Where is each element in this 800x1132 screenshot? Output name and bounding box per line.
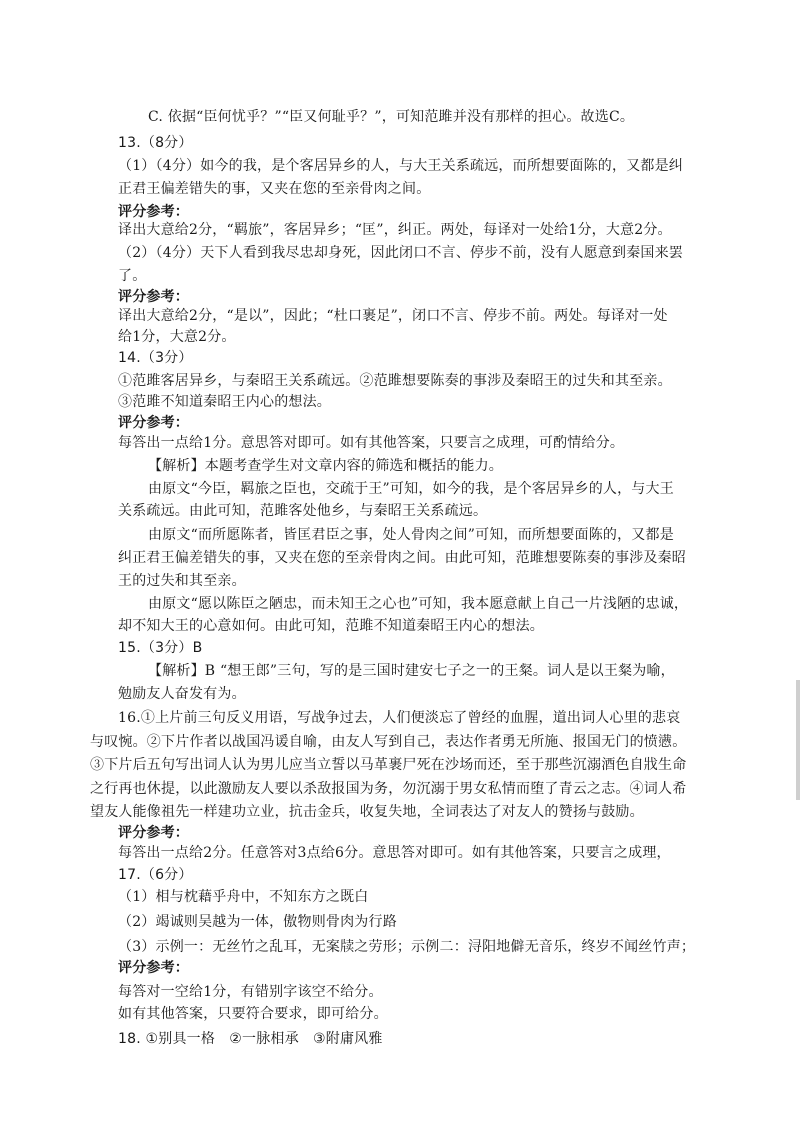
q14-analysis-p1-line1: 由原文“今臣，羁旅之臣也，交疏于王”可知，如今的我，是个客居异乡的人，与大王 — [148, 481, 674, 497]
q13-2-answer-line2: 了。 — [118, 268, 147, 284]
q12-option-c: C. 依据“臣何忧乎？”“臣又何耻乎？”，可知范雎并没有那样的担心。故选C。 — [148, 109, 635, 125]
q17-answer-1: （1）相与枕藉乎舟中，不知东方之既白 — [118, 889, 369, 905]
q17-scoring-text-line1: 每答对一空给1分，有错别字该空不给分。 — [118, 984, 383, 1000]
q14-answer-line2: ③范雎不知道秦昭王内心的想法。 — [118, 394, 331, 410]
q18-answer: 18. ①别具一格 ②一脉相承 ③附庸风雅 — [118, 1031, 383, 1047]
q14-analysis-p3-line2: 却不知大王的心意如何。由此可知，范雎不知道秦昭王内心的想法。 — [118, 618, 544, 634]
q13-heading: 13.（8分） — [118, 135, 193, 151]
q14-analysis-p3-line1: 由原文“愿以陈臣之陋忠，而未知王之心也”可知，我本愿意献上自己一片浅陋的忠诚， — [148, 596, 689, 612]
q13-2-scoring-text-line2: 给1分，大意2分。 — [118, 329, 236, 345]
q16-answer-line5: 望友人能像祖先一样建功立业，抗击金兵，收复失地，全词表达了对友人的赞扬与鼓励。 — [90, 804, 644, 820]
q17-heading: 17.（6分） — [118, 867, 193, 883]
q16-answer-line3: ③下片后五句写出词人认为男儿应当立誓以马革裹尸死在沙场而还，至于那些沉溺酒色自戕生命 — [90, 757, 687, 773]
q15-heading: 15.（3分）B — [118, 640, 203, 656]
q17-answer-2: （2）竭诚则吴越为一体，傲物则骨肉为行路 — [118, 914, 397, 930]
q14-answer-line1: ①范雎客居异乡，与秦昭王关系疏远。②范雎想要陈奏的事涉及秦昭王的过失和其至亲。 — [118, 373, 672, 389]
q17-scoring-text-line2: 如有其他答案，只要符合要求，即可给分。 — [118, 1006, 388, 1022]
q13-2-scoring-text-line1: 译出大意给2分，“是以”，因此；“杜口裹足”，闭口不言、停步不前。两处。每译对一处 — [118, 308, 668, 324]
page-edge-shadow — [796, 680, 800, 800]
q13-2-scoring-heading: 评分参考： — [118, 289, 189, 305]
q13-1-answer-line1: （1）（4分）如今的我，是个客居异乡的人，与大王关系疏远，而所想要面陈的，又都是纠 — [118, 158, 684, 174]
q13-1-answer-line2: 正君王偏差错失的事，又夹在您的至亲骨肉之间。 — [118, 181, 431, 197]
q17-answer-3: （3）示例一：无丝竹之乱耳，无案牍之劳形；示例二：浔阳地僻无音乐，终岁不闻丝竹声； — [118, 939, 696, 955]
q14-analysis-heading: 【解析】本题考查学生对文章内容的筛选和概括的能力。 — [148, 458, 503, 474]
q16-scoring-heading: 评分参考： — [118, 825, 189, 841]
q15-analysis-line2: 勉励友人奋发有为。 — [118, 686, 246, 702]
q16-answer-line2: 与叹惋。②下片作者以战国冯谖自喻，由友人写到自己，表达作者勇无所施、报国无门的愤懑。 — [90, 734, 687, 750]
q13-1-scoring-heading: 评分参考： — [118, 204, 189, 220]
q14-analysis-p2-line1: 由原文“而所愿陈者，皆匡君臣之事，处人骨肉之间”可知，而所想要面陈的，又都是 — [148, 527, 674, 543]
q15-analysis-line1: 【解析】B “想王郎”三句，写的是三国时建安七子之一的王粲。词人是以王粲为喻， — [148, 663, 675, 679]
q14-scoring-heading: 评分参考： — [118, 415, 189, 431]
q16-scoring-text: 每答出一点给2分。任意答对3点给6分。意思答对即可。如有其他答案，只要言之成理， — [118, 845, 671, 861]
q16-answer-line1: 16.①上片前三句反义用语，写战争过去，人们便淡忘了曾经的血腥，道出词人心里的悲哀 — [118, 710, 681, 726]
q13-1-scoring-text: 译出大意给2分，“羁旅”，客居异乡；“匡”，纠正。两处，每译对一处给1分，大意2分。 — [118, 222, 672, 238]
q14-scoring-text: 每答出一点给1分。意思答对即可。如有其他答案，只要言之成理，可酌情给分。 — [118, 435, 625, 451]
q14-heading: 14.（3分） — [118, 350, 193, 366]
q14-analysis-p2-line3: 王的过失和其至亲。 — [118, 573, 246, 589]
q13-2-answer-line1: （2）（4分）天下人看到我尽忠却身死，因此闭口不言、停步不前，没有人愿意到秦国来罢 — [118, 245, 684, 261]
q14-analysis-p2-line2: 纠正君王偏差错失的事，又夹在您的至亲骨肉之间。由此可知，范雎想要陈奏的事涉及秦昭 — [118, 550, 686, 566]
q17-scoring-heading: 评分参考： — [118, 960, 189, 976]
q14-analysis-p1-line2: 关系疏远。由此可知，范雎客处他乡，与秦昭王关系疏远。 — [118, 503, 488, 519]
q16-answer-line4: 之行再也休提，以此激励友人要以杀敌报国为务，勿沉溺于男女私情而堕了青云之志。④词人希 — [90, 781, 687, 797]
